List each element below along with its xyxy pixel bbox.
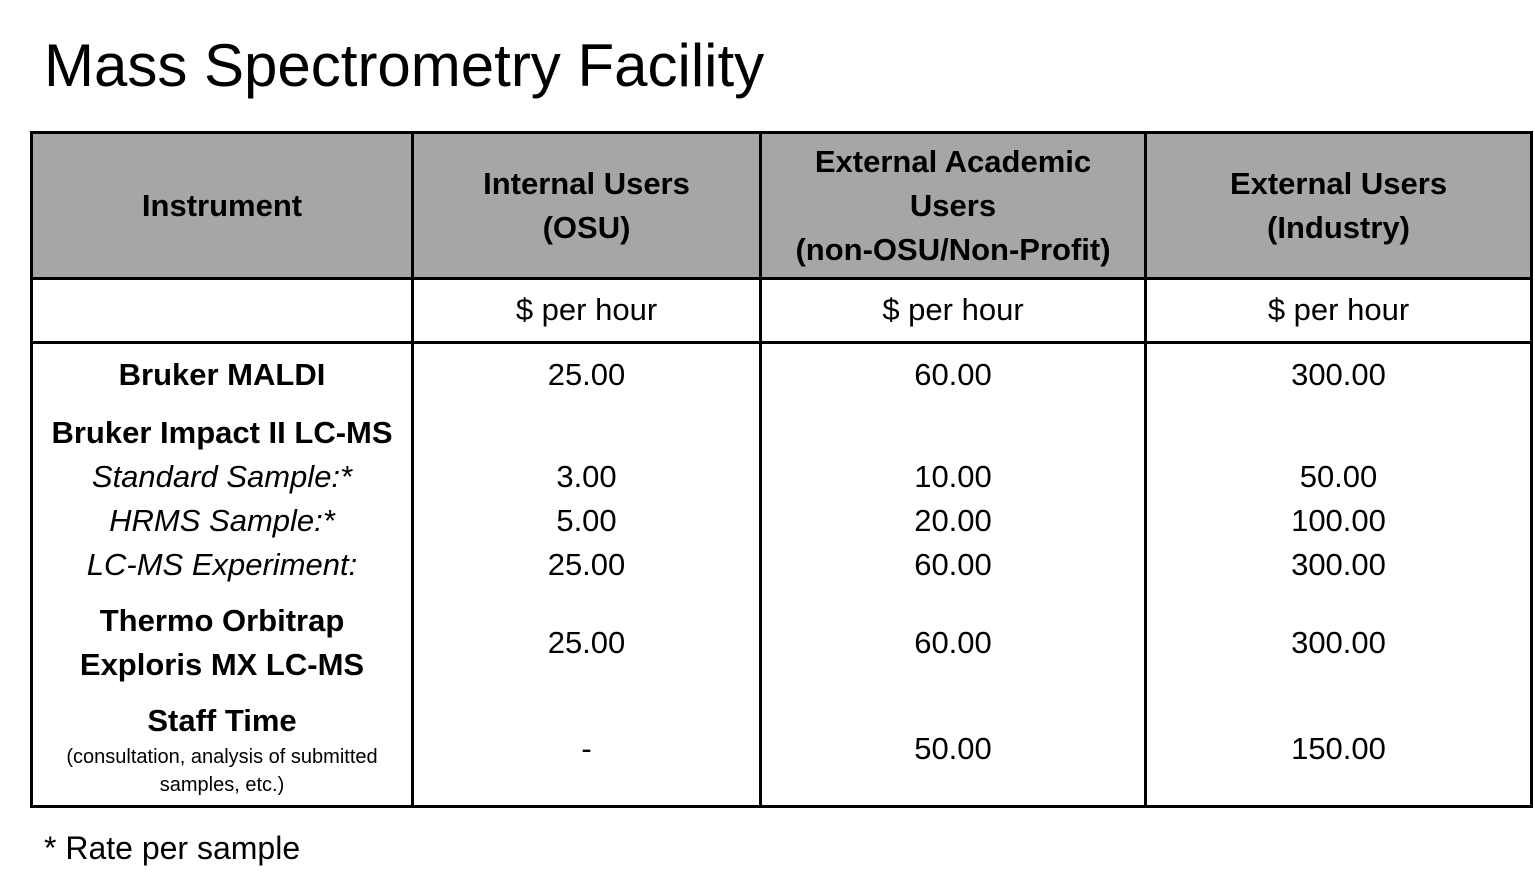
header-instrument: Instrument xyxy=(32,133,413,279)
header-external-academic: External Academic Users (non-OSU/Non-Profit) xyxy=(761,133,1146,279)
price-industry: 150.00 xyxy=(1146,694,1532,807)
price-academic: 60.00 xyxy=(761,593,1146,694)
unit-cell-instrument xyxy=(32,279,413,343)
unit-cell-industry: $ per hour xyxy=(1146,279,1532,343)
unit-row xyxy=(32,279,1532,343)
price-internal: 3.00 5.00 25.00 xyxy=(413,406,761,592)
table-row-maldi xyxy=(32,342,1532,406)
table-header-row xyxy=(32,133,1532,279)
price-academic: 60.00 xyxy=(761,342,1146,406)
instrument-cell: Thermo Orbitrap Exploris MX LC-MS xyxy=(32,593,413,694)
table-row-staff xyxy=(32,694,1532,807)
price-internal: 25.00 xyxy=(413,593,761,694)
sub-label: Standard Sample:* xyxy=(91,459,353,495)
footnote: * Rate per sample xyxy=(44,830,301,866)
rate-table xyxy=(30,131,1533,808)
header-external-industry: External Users (Industry) xyxy=(1146,133,1532,279)
price-internal: 25.00 xyxy=(413,342,761,406)
page-title: Mass Spectrometry Facility xyxy=(44,32,765,99)
price-academic: 10.00 20.00 60.00 xyxy=(761,406,1146,592)
instrument-cell: Bruker Impact II LC-MS Standard Sample:* HRMS Sample:* LC-MS Experiment: xyxy=(32,406,413,592)
unit-cell-internal: $ per hour xyxy=(413,279,761,343)
price-industry: 300.00 xyxy=(1146,342,1532,406)
price-academic: 50.00 xyxy=(761,694,1146,807)
price-internal: - xyxy=(413,694,761,807)
price-industry: 50.00 100.00 300.00 xyxy=(1146,406,1532,592)
instrument-cell: Bruker MALDI xyxy=(32,342,413,406)
table-row-orbitrap xyxy=(32,593,1532,694)
staff-note: samples, etc.) xyxy=(159,774,285,797)
table-row-impact xyxy=(32,406,1532,592)
staff-note: (consultation, analysis of submitted xyxy=(66,746,378,769)
instrument-cell: Staff Time (consultation, analysis of submitted samples, etc.) xyxy=(32,694,413,807)
header-internal-users: Internal Users (OSU) xyxy=(413,133,761,279)
price-industry: 300.00 xyxy=(1146,593,1532,694)
sub-label: LC-MS Experiment: xyxy=(86,547,358,583)
unit-cell-academic: $ per hour xyxy=(761,279,1146,343)
sub-label: HRMS Sample:* xyxy=(109,503,335,539)
